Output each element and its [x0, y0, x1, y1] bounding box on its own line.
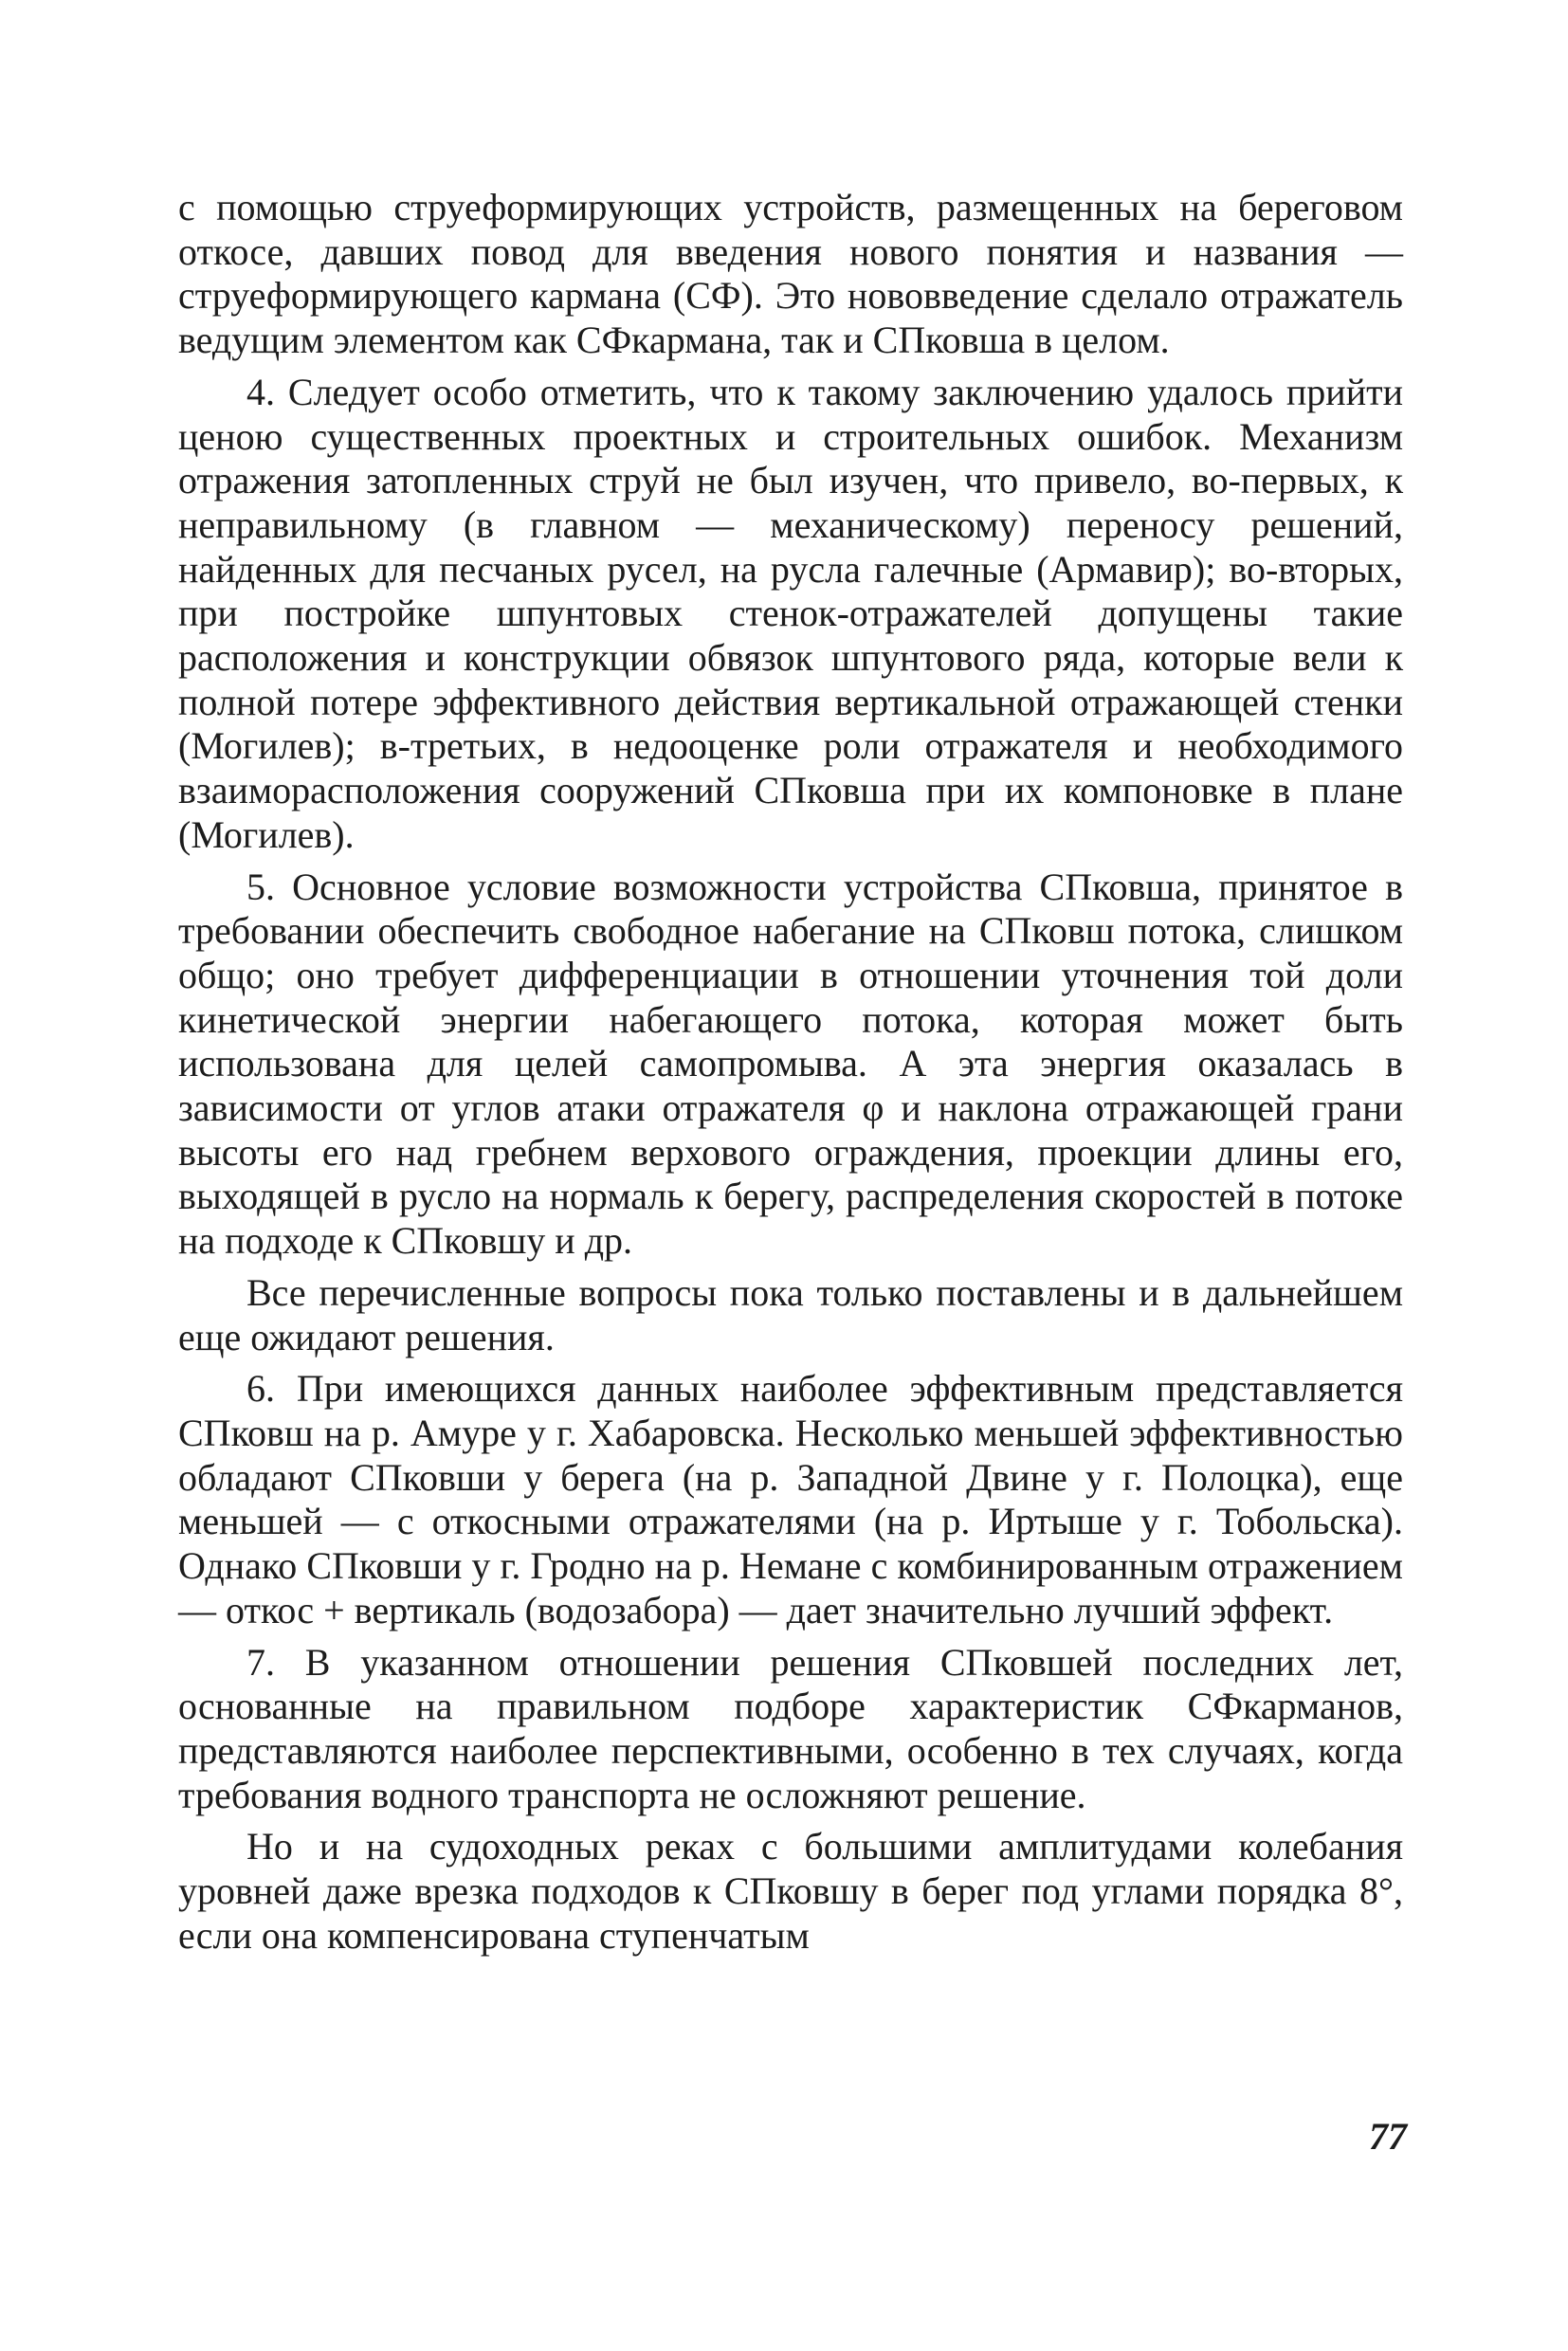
paragraph-open-questions: Все перечисленные вопросы пока только поставлены и в дальнейшем еще ожидают решения. — [178, 1270, 1403, 1358]
paragraph-navigable-rivers: Но и на судоходных реках с большими амплитудами колебания уровней даже врезка подходов к СПковшу в берег под углами порядка 8°, если она компенсирована ступенчатым — [178, 1825, 1403, 1957]
page-number: 77 — [1369, 2115, 1407, 2158]
body-text — [178, 186, 1403, 1958]
paragraph-item-7: 7. В указанном отношении решения СПковшей последних лет, основанные на правильном подборе характеристик СФкарманов, представляются наиболее перспективными, особенно в тех случаях, когда требования водного транспорта не осложняют решение. — [178, 1640, 1403, 1816]
paragraph-item-4: 4. Следует особо отметить, что к такому заключению удалось прийти ценою существенных проектных и строительных ошибок. Механизм отражения затопленных струй не был изучен, что привело, во-первых, к неправильному (в главном — механическому) переносу решений, найденных для песчаных русел, на русла галечные (Армавир); во-вторых, при постройке шпунтовых стенок-отражателей допущены такие расположения и конструкции обвязок шпунтового ряда, которые вели к полной потере эффективного действия вертикальной отражающей стенки (Могилев); в-третьих, в недооценке роли отражателя и необходимого взаиморасположения сооружений СПковша при их компоновке в плане (Могилев). — [178, 370, 1403, 856]
paragraph-item-5: 5. Основное условие возможности устройства СПковша, принятое в требовании обеспечить свободное набегание на СПковш потока, слишком общо; оно требует дифференциации в отношении уточнения той доли кинетической энергии набегающего потока, которая может быть использована для целей самопромыва. А эта энергия оказалась в зависимости от углов атаки отражателя φ и наклона отражающей грани высоты его над гребнем верхового ограждения, проекции длины его, выходящей в русло на нормаль к берегу, распределения скоростей в потоке на подходе к СПковшу и др. — [178, 865, 1403, 1263]
paragraph-item-6: 6. При имеющихся данных наиболее эффективным представляется СПковш на р. Амуре у г. Хабаровска. Несколько меньшей эффективностью обладают СПковши у берега (на р. Западной Двине у г. Полоцка), еще меньшей — с откосными отражателями (на р. Иртыше у г. Тобольска). Однако СПковши у г. Гродно на р. Немане с комбинированным отражением — откос + вертикаль (водозабора) — дает значительно лучший эффект. — [178, 1367, 1403, 1631]
paragraph-continuation: с помощью струеформирующих устройств, размещенных на береговом откосе, давших повод для введения нового понятия и названия — струеформирующего кармана (СФ). Это нововведение сделало отражатель ведущим элементом как СФкармана, так и СПковша в целом. — [178, 186, 1403, 362]
